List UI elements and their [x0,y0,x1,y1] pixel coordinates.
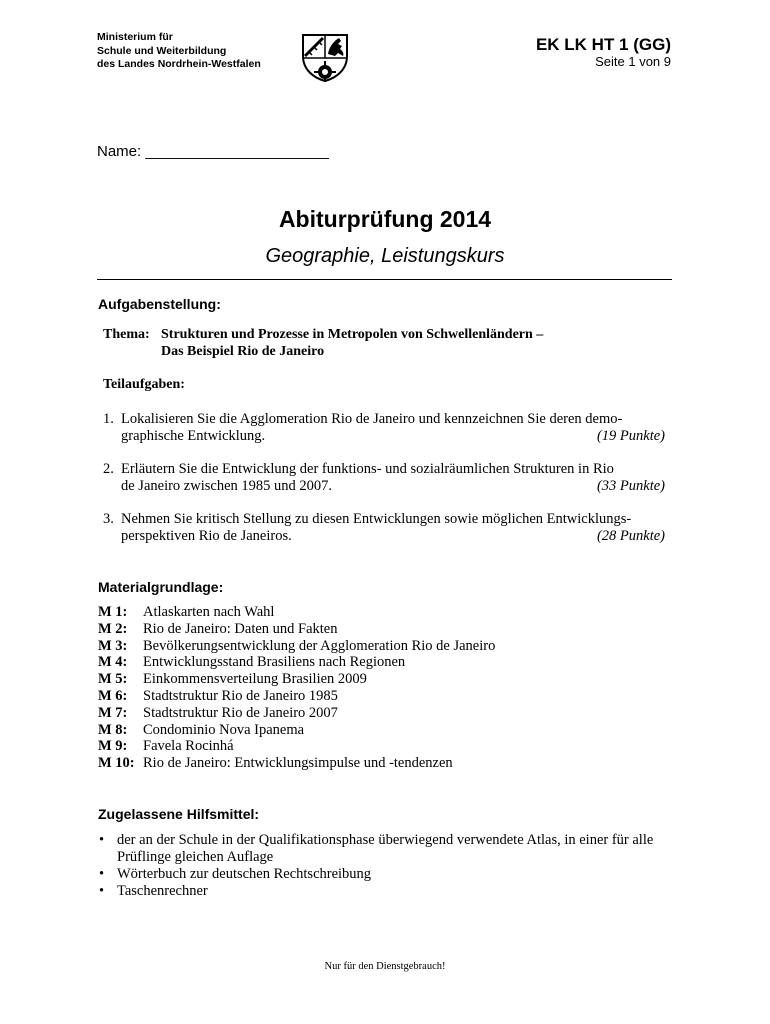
aid-text: Taschenrechner [117,883,208,899]
bullet-icon: • [99,883,105,899]
material-label: M 8: [98,721,128,738]
material-text: Atlaskarten nach Wahl [143,604,275,620]
material-text: Rio de Janeiro: Daten und Fakten [143,620,338,637]
material-text: Stadtstruktur Rio de Janeiro 2007 [143,704,338,721]
material-text: Favela Rocinhá [143,738,234,755]
exam-code: EK LK HT 1 (GG) [535,35,671,54]
material-text: Condominio Nova Ipanema [143,721,305,738]
material-text: Bevölkerungsentwicklung der Agglomeration Rio de Janeiro [143,637,496,654]
task-text: Lokalisieren Sie die Agglomeration Rio de Janeiro und kennzeichnen Sie deren demo- [121,411,623,427]
page-title: Abiturprüfung 2014 [278,206,492,232]
material-text: Entwicklungsstand Brasiliens nach Regionen [143,654,406,671]
subtasks-label: Teilaufgaben: [103,377,185,392]
material-label: M 5: [98,671,128,688]
name-field: Name: ______________________ [97,143,329,160]
title-divider [97,279,672,280]
task-text: Nehmen Sie kritisch Stellung zu diesen Entwicklungen sowie möglichen Entwicklungs- [121,511,632,527]
material-text: Einkommensverteilung Brasilien 2009 [143,671,367,688]
footer-note: Nur für den Dienstgebrauch! [324,961,446,972]
thema-line: Das Beispiel Rio de Janeiro [161,344,325,359]
thema-label: Thema: [103,327,150,342]
task-number: 1. [103,411,114,427]
task-text: graphische Entwicklung. [121,428,266,444]
material-label: M 1: [98,604,128,620]
thema-line: Strukturen und Prozesse in Metropolen von Schwellenländern – [161,327,544,342]
task-text: de Janeiro zwischen 1985 und 2007. [121,478,333,494]
aids-heading: Zugelassene Hilfsmittel: [98,806,260,822]
task-text: Erläutern Sie die Entwicklung der funktions- und sozialräumlichen Strukturen in Rio [121,461,614,477]
material-label: M 7: [98,704,128,721]
page-number: Seite 1 von 9 [595,54,671,69]
ministry-line: Schule und Weiterbildung [97,44,227,57]
ministry-line: Ministerium für [97,31,173,43]
material-label: M 6: [98,687,128,704]
aid-text: der an der Schule in der Qualifikationsphase überwiegend verwendete Atlas, in einer für alle Prüflinge gleichen Auflage [117,832,654,865]
task-points: (19 Punkte) [596,428,665,444]
task-points: (28 Punkte) [596,528,665,544]
material-text: Stadtstruktur Rio de Janeiro 1985 [143,687,338,704]
aid-item [98,866,668,883]
bullet-icon: • [99,866,105,882]
ministry-name [97,31,261,72]
aid-item [98,883,668,900]
task-text: perspektiven Rio de Janeiros. [121,528,292,544]
task-number: 3. [103,511,114,527]
nrw-coat-of-arms-icon [300,32,350,82]
assignment-heading: Aufgabenstellung: [98,296,221,312]
aid-text: Wörterbuch zur deutschen Rechtschreibung [117,866,372,882]
material-text: Rio de Janeiro: Entwicklungsimpulse und -tendenzen [143,755,453,772]
material-label: M 9: [98,738,128,755]
material-label: M 3: [98,637,128,654]
page-subtitle: Geographie, Leistungskurs [265,245,505,267]
aid-item [98,832,668,866]
material-label: M 2: [98,620,128,637]
material-label: M 4: [98,654,128,671]
bullet-icon: • [99,832,105,848]
ministry-line: des Landes Nordrhein-Westfalen [97,58,261,70]
material-label: M 10: [98,755,135,772]
task-points: (33 Punkte) [596,478,665,494]
task-number: 2. [103,461,114,477]
materials-heading: Materialgrundlage: [98,579,224,595]
aids-list [98,832,668,900]
